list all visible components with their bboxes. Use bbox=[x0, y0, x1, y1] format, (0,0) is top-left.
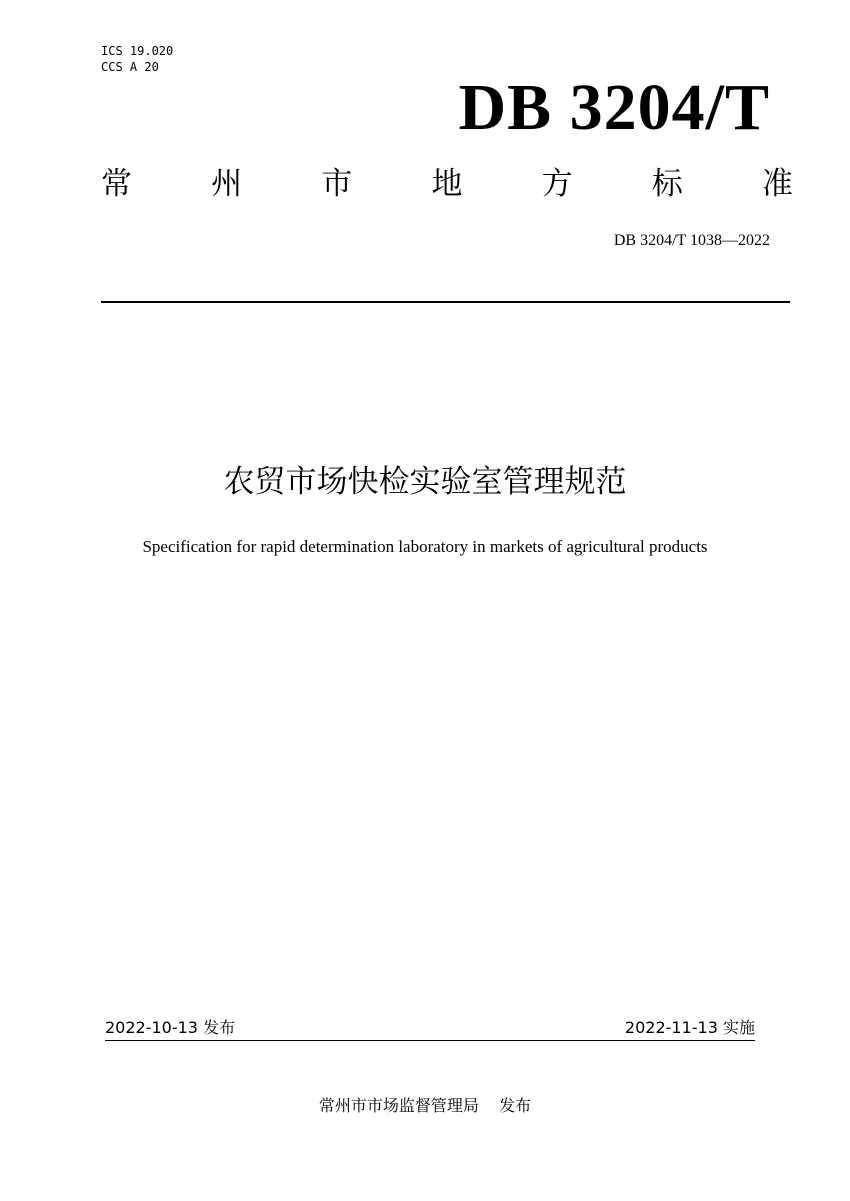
standard-type-char: 准 bbox=[761, 166, 793, 202]
standard-type-heading bbox=[101, 162, 793, 206]
standard-type-char: 市 bbox=[321, 166, 353, 202]
standard-number: DB 3204/T 1038—2022 bbox=[613, 232, 770, 249]
header-divider bbox=[101, 301, 790, 303]
publisher-name: 常州市市场监督管理局 bbox=[318, 1096, 479, 1115]
standard-type-char: 常 bbox=[101, 166, 132, 202]
dates-row bbox=[105, 1016, 755, 1041]
publish-label: 发布 bbox=[499, 1096, 532, 1115]
publisher-line bbox=[0, 1094, 850, 1118]
document-title-chinese: 农贸市场快检实验室管理规范 bbox=[223, 464, 627, 500]
effective-label: 实施 bbox=[722, 1018, 755, 1037]
issue-date-group bbox=[105, 1016, 235, 1040]
issue-label: 发布 bbox=[203, 1018, 236, 1037]
standard-type-char: 地 bbox=[431, 166, 463, 202]
document-title-english: Specification for rapid determination laboratory in markets of agricultural products bbox=[142, 537, 708, 556]
ccs-code: CCS A 20 bbox=[101, 60, 159, 74]
standard-logo-code: DB 3204/T bbox=[458, 71, 770, 144]
effective-date: 2022-11-13 bbox=[624, 1018, 718, 1037]
classification-codes bbox=[101, 43, 173, 75]
standard-type-char: 州 bbox=[211, 166, 243, 202]
standard-type-char: 方 bbox=[541, 166, 573, 202]
issue-date: 2022-10-13 bbox=[105, 1018, 198, 1037]
standard-type-char: 标 bbox=[651, 166, 683, 202]
effective-date-group bbox=[625, 1016, 755, 1040]
ics-code: ICS 19.020 bbox=[101, 44, 174, 58]
